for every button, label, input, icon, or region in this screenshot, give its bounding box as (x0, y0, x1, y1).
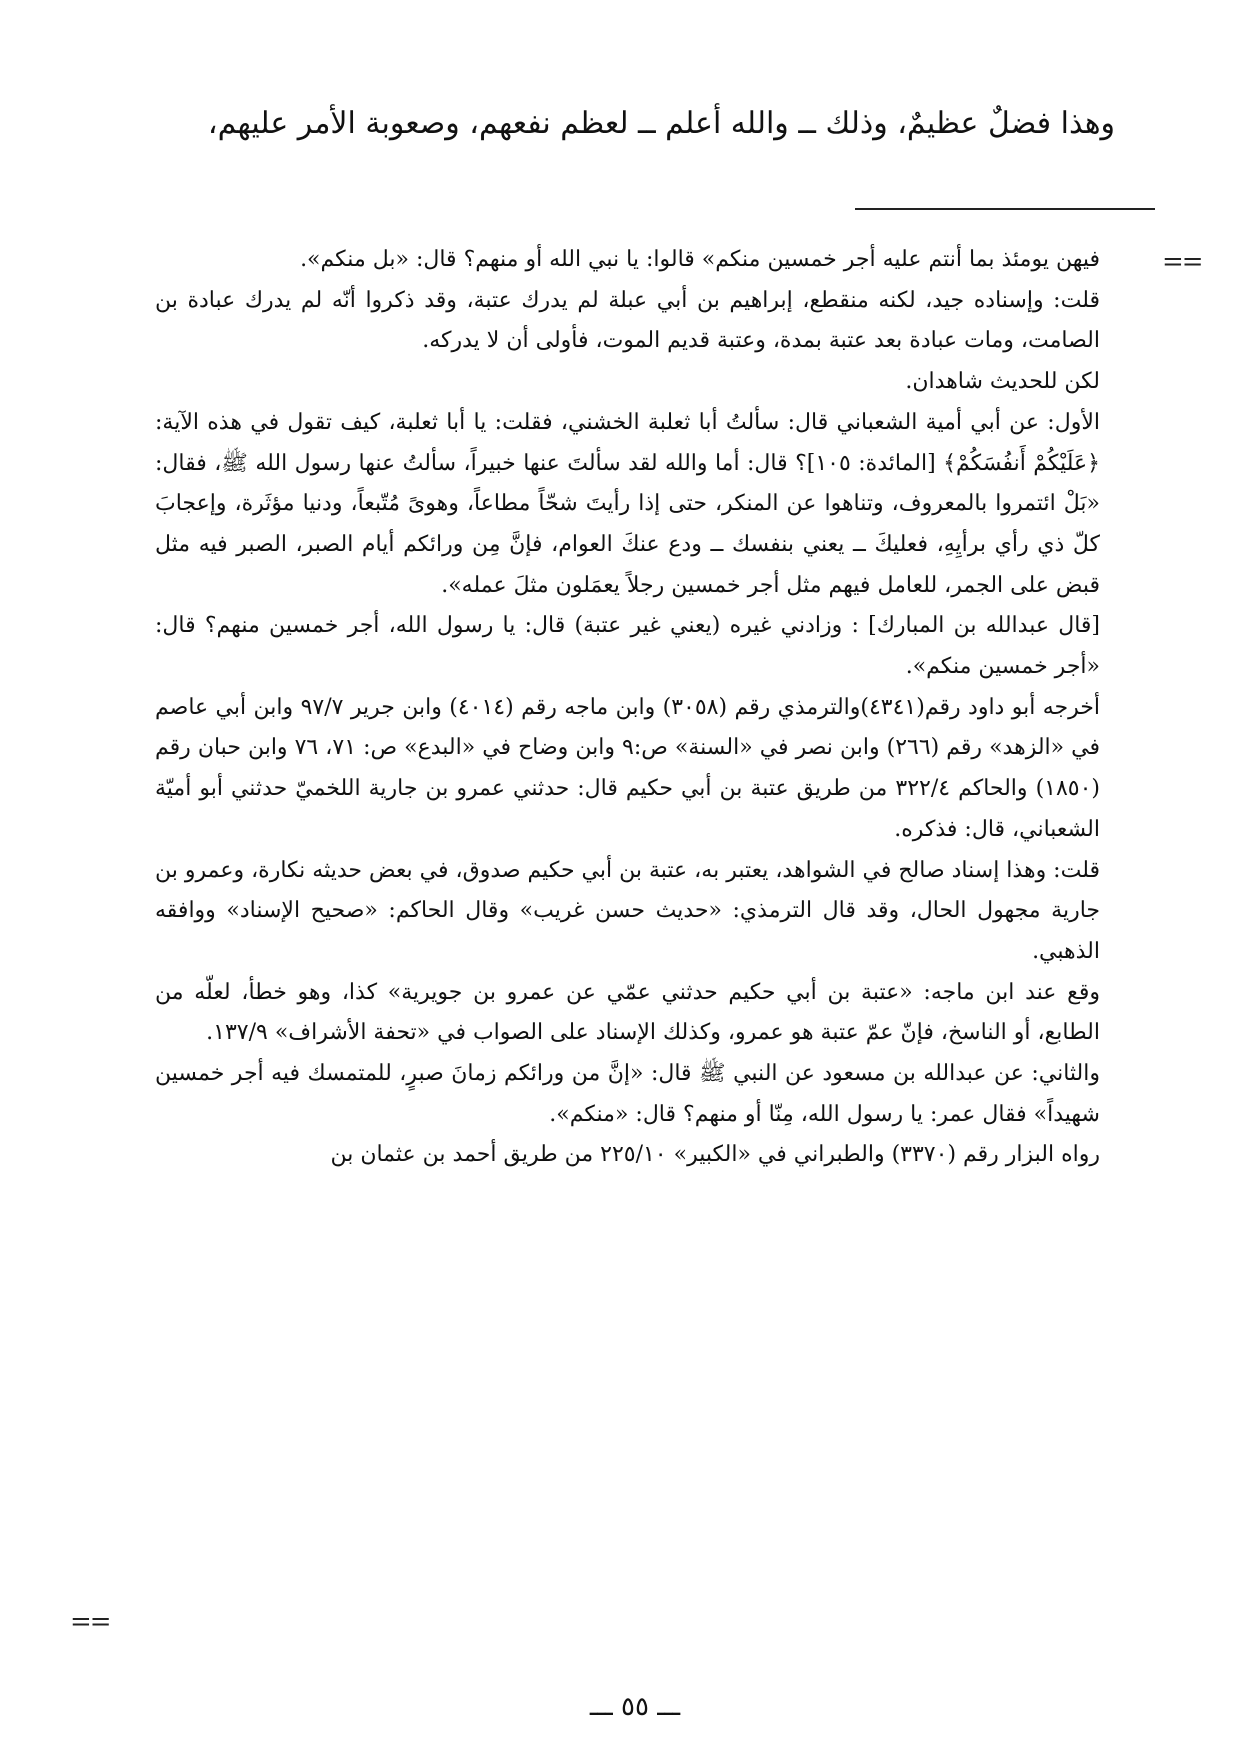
footnote-paragraph: أخرجه أبو داود رقم(٤٣٤١)والترمذي رقم (٣٠٥٨) وابن ماجه رقم (٤٠١٤) وابن جرير ٩٧/٧ وابن أبي عاصم في «الزهد» رقم (٢٦٦) وابن نصر في «السنة» ص:٩ وابن وضاح في «البدع» ص: ٧١، ٧٦ وابن حبان رقم (١٨٥٠) والحاكم ٣٢٢/٤ من طريق عتبة بن أبي حكيم قال: حدثني عمرو بن جارية اللخميّ حدثني أبو أميّة الشعباني، قال: فذكره. (155, 694, 1101, 842)
footnote-paragraph: قلت: وإسناده جيد، لكنه منقطع، إبراهيم بن أبي عبلة لم يدرك عتبة، وقد ذكروا أنّه لم يدرك عبادة بن الصامت، ومات عبادة بعد عتبة بمدة، وعتبة قديم الموت، فأولى أن لا يدركه. (155, 287, 1100, 354)
footnote-paragraph: الأول: عن أبي أمية الشعباني قال: سألتُ أبا ثعلبة الخشني، فقلت: يا أبا ثعلبة، كيف تقول في هذه الآية: ﴿عَلَيْكُمْ أَنفُسَكُمْ﴾ [المائدة: ١٠٥]؟ قال: أما والله لقد سألتَ عنها خبيراً، سألتُ عنها رسول الله ﷺ، فقال: «بَلْ ائتمروا بالمعروف، وتناهوا عن المنكر، حتى إذا رأيتَ شحّاً مطاعاً، وهوىً مُتّبعاً، ودنيا مؤثَرة، وإعجابَ كلّ ذي رأي برأيِهِ، فعليكَ ــ يعني بنفسك ــ ودع عنكَ العوام، فإنَّ مِن ورائكم أيام الصبر، الصبر فيه مثل قبض على الجمر، للعامل فيهم مثل أجر خمسين رجلاً يعمَلون مثلَ عمله». (155, 409, 1100, 598)
footnote-paragraph: وقع عند ابن ماجه: «عتبة بن أبي حكيم حدثني عمّي عن عمرو بن جويرية» كذا، وهو خطأ، لعلّه من الطابع، أو الناسخ، فإنّ عمّ عتبة هو عمرو، وكذلك الإسناد على الصواب في «تحفة الأشراف» ١٣٧/٩. (155, 979, 1100, 1046)
footnote-paragraph: فيهن يومئذ بما أنتم عليه أجر خمسين منكم» قالوا: يا نبي الله أو منهم؟ قال: «بل منكم». (300, 247, 1100, 272)
main-text-line: وهذا فضلٌ عظيمٌ، وذلك ــ والله أعلم ــ لعظم نفعهم، وصعوبة الأمر عليهم، (207, 106, 1115, 141)
footnote-paragraph: والثاني: عن عبدالله بن مسعود عن النبي ﷺ قال: «إنَّ من ورائكم زمانَ صبرٍ، للمتمسك فيه أجر خمسين شهيداً» فقال عمر: يا رسول الله، مِنّا أو منهم؟ قال: «منكم». (155, 1061, 1101, 1127)
footnotes-block (155, 240, 1100, 1176)
footnote-paragraph: لكن للحديث شاهدان. (905, 369, 1100, 395)
footnote-paragraph: [قال عبدالله بن المبارك] : وزادني غيره (يعني غير عتبة) قال: يا رسول الله، أجر خمسين منهم؟ قال: «أجر خمسين منكم». (155, 613, 1100, 680)
page-number: ـــ ٥٥ ـــ (589, 1692, 681, 1722)
footnote-paragraph: قلت: وهذا إسناد صالح في الشواهد، يعتبر به، عتبة بن أبي حكيم صدوق، في بعض حديثه نكارة، وعمرو بن جارية مجهول الحال، وقد قال الترمذي: «حديث حسن غريب» وقال الحاكم: «صحيح الإسناد» ووافقه الذهبي. (154, 857, 1100, 964)
footnote-paragraph: رواه البزار رقم (٣٣٧٠) والطبراني في «الكبير» ٢٢٥/١٠ من طريق أحمد بن عثمان بن (330, 1142, 1100, 1168)
footnote-separator (855, 208, 1155, 210)
continuation-marker-bottom: == (70, 1607, 110, 1637)
continuation-marker-top: == (1162, 247, 1202, 277)
